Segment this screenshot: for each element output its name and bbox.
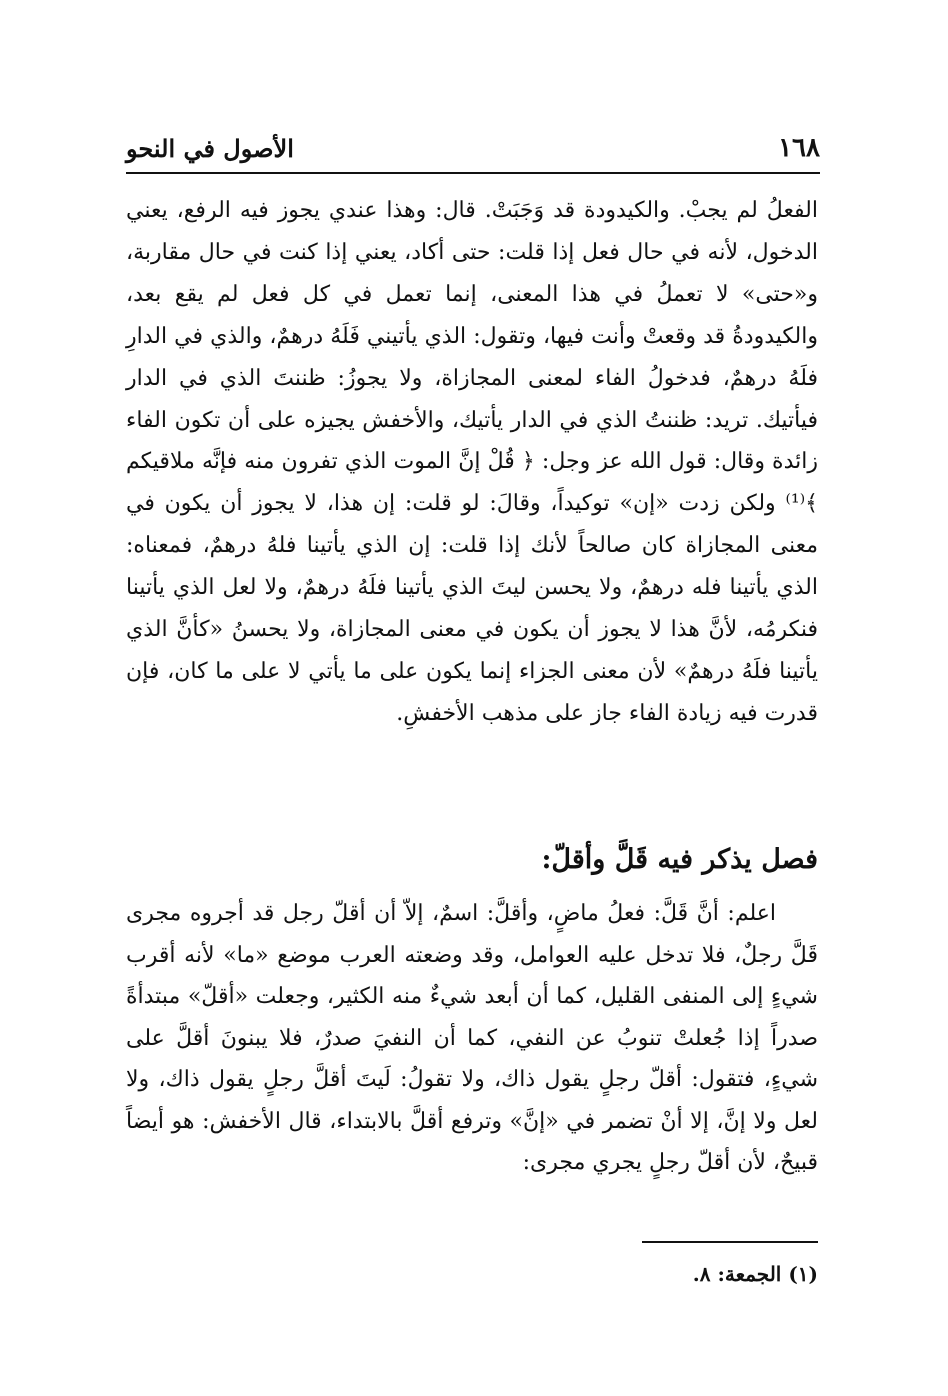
footnote: (١) الجمعة: ٨. (692, 1262, 818, 1286)
body-paragraph: الفعلُ لم يجبْ. والكيدودة قد وَجَبَتْ. قال: وهذا عندي يجوز فيه الرفع، يعني الدخول، لأنه في حال فعل إذا قلت: حتى أكاد، يعني إذا كنت في حال مقاربة، و«حتى» لا تعملُ في هذا المعنى، إنما تعمل في كل فعل لم يقع بعد، والكيدودةُ قد وقعتْ وأنت فيها، وتقول: الذي يأتيني فَلَهُ درهمٌ، والذي في الدارِ فلَهُ درهمٌ، فدخولُ الفاء لمعنى المجازاة، ولا يجوزُ: ظننتَ الذي في الدار فيأتيك. تريد: ظننتُ الذي في الدار يأتيك، والأخفش يجيزه على أن تكون الفاء زائدة وقال: قول الله عز وجل: ﴿ قُلْ إنَّ الموت الذي تفرون منه فإنَّه ملاقيكم ﴾⁽¹⁾ ولكن زدت «إن» توكيداً، وقالَ: لو قلت: إن هذا، لا يجوز أن يكون في معنى المجازاة كان صالحاً لأنك إذا قلت: إن الذي يأتينا فلهُ درهمٌ، فمعناه: الذي يأتينا فله درهمٌ، ولا يحسن ليتَ الذي يأتينا فلَهُ درهمٌ، ولا لعل الذي يأتينا فنكرمُه، لأنَّ هذا لا يجوز أن يكون في معنى المجازاة، ولا يحسنُ «كأنَّ الذي يأتينا فلَهُ درهمٌ» لأن معنى الجزاء إنما يكون على ما يأتي لا على ما كان، فإن قدرت فيه زيادة الفاء جاز على مذهب الأخفشِ. (126, 198, 819, 726)
running-title: الأصول في النحو (126, 133, 294, 163)
page-number: ١٦٨ (778, 133, 820, 163)
section-heading: فصل يذكر فيه قَلَّ وأقلّ: (541, 844, 818, 875)
header-divider (126, 172, 820, 174)
section-paragraph: اعلم: أنَّ قَلَّ: فعلُ ماضٍ، وأقلَّ: اسمٌ، إلاّ أن أقلّ رجل قد أجروه مجرى قَلَّ رجلٌ، فلا تدخل عليه العوامل، وقد وضعته العرب موضع «ما» لأنه أقرب شيءٍ إلى المنفى القليل، كما أن أبعد شيءٌ منه الكثير، وجعلت «أقلّ» مبتدأةً صدراً إذا جُعلتْ تنوبُ عن النفي، كما أن النفيَ صدرٌ، فلا يبنونَ أقلَّ على شيءٍ، فتقول: أقلّ رجلٍ يقول ذاك، ولا تقولُ: لَيتَ أقلَّ رجلٍ يقول ذاك، ولا لعل ولا إنَّ، إلا أنْ تضمر في «إنَّ» وترفع أقلَّ بالابتداء، قال الأخفش: هو أيضاً قبيحٌ، لأن أقلّ رجلٍ يجري مجرى: (126, 901, 818, 1175)
page-header (126, 130, 820, 166)
footnote-divider (642, 1241, 818, 1243)
